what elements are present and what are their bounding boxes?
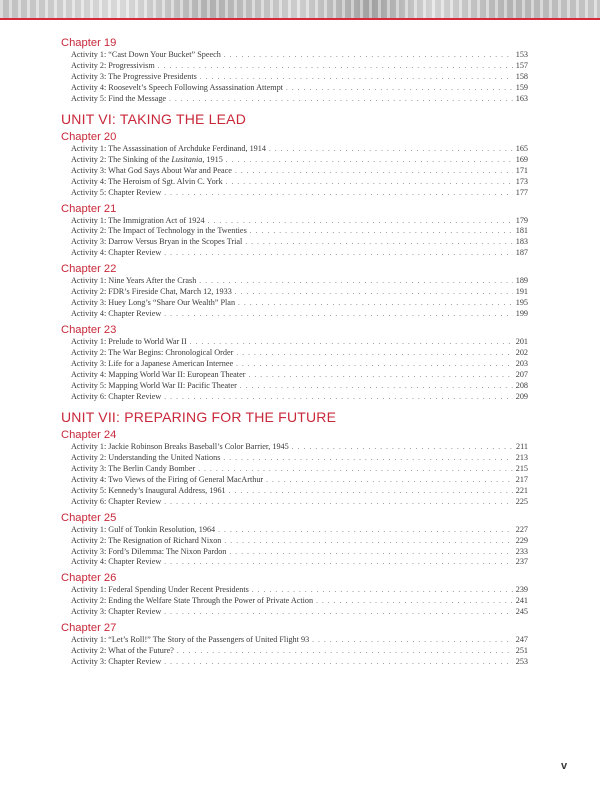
entry-title-text: Activity 4: Chapter Review <box>71 309 162 319</box>
entry-title <box>71 657 161 668</box>
dot-leader <box>229 486 513 497</box>
entry-page-number: 233 <box>515 546 528 556</box>
entry-title-text: Activity 1: Gulf of Tonkin Resolution, 1964 <box>71 524 216 534</box>
entry-title <box>71 392 161 403</box>
entry-page-number: 215 <box>515 463 528 473</box>
toc-entry <box>61 166 528 177</box>
entry-page-number: 221 <box>515 485 528 495</box>
entry-title <box>71 359 233 370</box>
entry-title-text: Activity 2: The Sinking of the <box>71 154 172 164</box>
dot-leader <box>200 72 513 83</box>
entry-title-text: Activity 3: Huey Long’s “Share Our Wealth” Plan <box>71 298 236 308</box>
toc-entry <box>61 72 528 83</box>
entry-page-number: 217 <box>515 474 528 484</box>
entry-title-text: Activity 5: Find the Message <box>71 93 167 103</box>
toc-entry <box>61 155 528 166</box>
entry-title-text: Activity 6: Chapter Review <box>71 496 162 506</box>
dot-leader <box>164 188 512 199</box>
toc-entry <box>61 464 528 475</box>
chapter-heading: Chapter 27 <box>61 622 117 635</box>
dot-leader <box>250 226 513 237</box>
entry-page-number: 177 <box>515 187 528 197</box>
toc-entry <box>61 536 528 547</box>
toc-entry <box>61 216 528 227</box>
entry-title-text: Activity 1: “Cast Down Your Bucket” Speech <box>71 50 221 59</box>
entry-title <box>71 248 161 259</box>
entry-title-text: Activity 4: Two Views of the Firing of General MacArthur <box>71 474 264 484</box>
entry-title-text: Activity 3: The Progressive Presidents <box>71 71 197 81</box>
entry-title <box>71 72 197 83</box>
entry-page-number: 253 <box>515 657 528 667</box>
entry-title-text: Activity 1: Federal Spending Under Recent Presidents <box>71 585 249 595</box>
toc-entry <box>61 177 528 188</box>
toc-entry <box>61 646 528 657</box>
dot-leader <box>235 287 513 298</box>
entry-title <box>71 237 242 248</box>
dot-leader <box>238 298 513 309</box>
entry-title <box>71 475 263 486</box>
table-of-contents <box>61 33 528 668</box>
toc-entry <box>61 359 528 370</box>
entry-page-number: 201 <box>515 337 528 347</box>
toc-entry <box>61 585 528 596</box>
dot-leader <box>236 359 513 370</box>
dot-leader <box>177 646 513 657</box>
entry-title <box>71 309 161 320</box>
dot-leader <box>269 144 513 155</box>
toc-entry <box>61 453 528 464</box>
entry-page-number: 189 <box>515 276 528 286</box>
dot-leader <box>208 216 513 227</box>
toc-entry <box>61 596 528 607</box>
entry-page-number: 209 <box>515 391 528 401</box>
dot-leader <box>235 166 513 177</box>
entry-page-number: 227 <box>515 524 528 534</box>
chapter-heading: Chapter 22 <box>61 263 117 276</box>
entry-page-number: 241 <box>515 596 528 606</box>
entry-title <box>71 226 247 237</box>
entry-title-text: Activity 4: Chapter Review <box>71 557 162 567</box>
entry-page-number: 165 <box>515 143 528 153</box>
dot-leader <box>226 155 513 166</box>
entry-title <box>71 607 161 618</box>
entry-page-number: 225 <box>515 496 528 506</box>
entry-title-text: Activity 2: The War Begins: Chronological Order <box>71 348 234 358</box>
dot-leader <box>252 585 513 596</box>
entry-title-text: Activity 2: What of the Future? <box>71 646 174 656</box>
dot-leader <box>312 635 513 646</box>
entry-page-number: 202 <box>515 348 528 358</box>
entry-page-number: 239 <box>515 585 528 595</box>
entry-page-number: 183 <box>515 237 528 247</box>
toc-entry <box>61 607 528 618</box>
entry-title-text: Activity 4: Roosevelt’s Speech Following Assassination Attempt <box>71 82 283 92</box>
entry-page-number: 229 <box>515 535 528 545</box>
entry-title <box>71 298 235 309</box>
toc-entry <box>61 442 528 453</box>
entry-title-text: Activity 5: Chapter Review <box>71 187 162 197</box>
entry-title <box>71 166 232 177</box>
dot-leader <box>164 497 512 508</box>
entry-title <box>71 144 266 155</box>
dot-leader <box>292 442 513 453</box>
toc-entry <box>61 188 528 199</box>
entry-title <box>71 442 289 453</box>
entry-title <box>71 557 161 568</box>
toc-entry <box>61 557 528 568</box>
entry-title-text: Activity 2: Ending the Welfare State Through the Power of Private Action <box>71 596 314 606</box>
entry-page-number: 213 <box>515 452 528 462</box>
entry-title-text: Activity 5: Kennedy’s Inaugural Address, 1961 <box>71 485 226 495</box>
entry-page-number: 187 <box>515 248 528 258</box>
toc-entry <box>61 276 528 287</box>
entry-title-text: Activity 3: Darrow Versus Bryan in the Scopes Trial <box>71 237 243 247</box>
entry-title <box>71 646 174 657</box>
entry-title-text: Activity 3: What God Says About War and Peace <box>71 165 232 175</box>
dot-leader <box>164 657 512 668</box>
entry-title-text: Activity 1: The Immigration Act of 1924 <box>71 215 205 225</box>
entry-title-text: Activity 3: Chapter Review <box>71 657 162 667</box>
entry-title-text: Activity 1: Nine Years After the Crash <box>71 276 197 286</box>
dot-leader <box>169 94 513 105</box>
entry-title <box>71 61 155 72</box>
toc-entry <box>61 226 528 237</box>
entry-title-text: Activity 3: The Berlin Candy Bomber <box>71 463 196 473</box>
entry-title-text: Activity 2: The Resignation of Richard Nixon <box>71 535 222 545</box>
toc-entry <box>61 657 528 668</box>
header-band-texture <box>0 0 600 18</box>
toc-entry <box>61 248 528 259</box>
entry-title-text: Activity 1: Prelude to World War II <box>71 337 187 347</box>
toc-entry <box>61 144 528 155</box>
entry-title-italic: Lusitania <box>171 154 203 164</box>
entry-page-number: 207 <box>515 370 528 380</box>
entry-title <box>71 464 195 475</box>
dot-leader <box>198 464 512 475</box>
dot-leader <box>164 248 512 259</box>
entry-title <box>71 50 221 61</box>
unit-heading: UNIT VII: PREPARING FOR THE FUTURE <box>61 408 337 425</box>
entry-page-number: 159 <box>515 82 528 92</box>
entry-title-text: Activity 3: Life for a Japanese American Internee <box>71 359 234 369</box>
entry-title-text: Activity 2: Understanding the United Nations <box>71 452 221 462</box>
entry-page-number: 195 <box>515 298 528 308</box>
chapter-heading: Chapter 24 <box>61 428 117 441</box>
entry-title-text: Activity 1: The Assassination of Archduke Ferdinand, 1914 <box>71 143 266 153</box>
dot-leader <box>190 337 513 348</box>
entry-page-number: 153 <box>515 50 528 59</box>
entry-title-text: Activity 5: Mapping World War II: Pacific Theater <box>71 380 237 390</box>
entry-page-number: 191 <box>515 287 528 297</box>
toc-entry <box>61 381 528 392</box>
dot-leader <box>164 392 512 403</box>
toc-entry <box>61 50 528 61</box>
entry-page-number: 237 <box>515 557 528 567</box>
entry-page-number: 157 <box>515 60 528 70</box>
entry-title <box>71 486 226 497</box>
toc-entry <box>61 83 528 94</box>
entry-page-number: 208 <box>515 380 528 390</box>
chapter-heading: Chapter 25 <box>61 511 117 524</box>
dot-leader <box>224 536 512 547</box>
entry-page-number: 171 <box>515 165 528 175</box>
entry-title-text: Activity 3: Chapter Review <box>71 607 162 617</box>
toc-entry <box>61 486 528 497</box>
toc-entry <box>61 94 528 105</box>
dot-leader <box>316 596 513 607</box>
chapter-heading: Chapter 21 <box>61 202 117 215</box>
entry-title-text: Activity 4: Chapter Review <box>71 248 162 258</box>
entry-title-text: Activity 1: “Let’s Roll!” The Story of the Passengers of United Flight 93 <box>71 635 310 645</box>
dot-leader <box>218 525 513 536</box>
entry-title <box>71 155 223 166</box>
entry-title <box>71 547 226 558</box>
entry-title <box>71 216 205 227</box>
entry-page-number: 199 <box>515 309 528 319</box>
dot-leader <box>248 370 512 381</box>
entry-title-text: , 1915 <box>202 154 223 164</box>
dot-leader <box>158 61 513 72</box>
entry-page-number: 245 <box>515 607 528 617</box>
entry-title <box>71 585 249 596</box>
entry-page-number: 173 <box>515 176 528 186</box>
entry-title-text: Activity 4: The Heroism of Sgt. Alvin C. York <box>71 176 223 186</box>
dot-leader <box>266 475 513 486</box>
chapter-heading: Chapter 20 <box>61 130 117 143</box>
entry-title-text: Activity 2: FDR’s Fireside Chat, March 12, 1933 <box>71 287 232 297</box>
entry-title-text: Activity 4: Mapping World War II: European Theater <box>71 370 246 380</box>
header-rule <box>0 18 600 20</box>
entry-title <box>71 453 220 464</box>
entry-page-number: 247 <box>515 635 528 645</box>
entry-title <box>71 497 161 508</box>
dot-leader <box>164 557 512 568</box>
entry-title-text: Activity 6: Chapter Review <box>71 391 162 401</box>
entry-title <box>71 276 196 287</box>
dot-leader <box>286 83 513 94</box>
entry-title <box>71 348 233 359</box>
toc-entry <box>61 497 528 508</box>
entry-title-text: Activity 3: Ford’s Dilemma: The Nixon Pardon <box>71 546 227 556</box>
dot-leader <box>224 50 513 61</box>
toc-entry <box>61 392 528 403</box>
toc-entry <box>61 61 528 72</box>
page-number: v <box>561 760 568 772</box>
entry-title <box>71 337 187 348</box>
toc-entry <box>61 635 528 646</box>
toc-entry <box>61 337 528 348</box>
entry-page-number: 163 <box>515 93 528 103</box>
entry-title <box>71 536 221 547</box>
unit-heading: UNIT VI: TAKING THE LEAD <box>61 110 247 127</box>
chapter-heading: Chapter 23 <box>61 324 117 337</box>
toc-entry <box>61 237 528 248</box>
toc-entry <box>61 525 528 536</box>
chapter-heading: Chapter 19 <box>61 37 117 49</box>
entry-page-number: 169 <box>515 154 528 164</box>
dot-leader <box>240 381 513 392</box>
entry-title <box>71 83 283 94</box>
entry-title <box>71 381 237 392</box>
toc-entry <box>61 309 528 320</box>
toc-entry <box>61 298 528 309</box>
entry-title <box>71 287 232 298</box>
entry-title <box>71 177 223 188</box>
entry-page-number: 179 <box>515 215 528 225</box>
entry-page-number: 251 <box>515 646 528 656</box>
entry-title-text: Activity 2: Progressivism <box>71 60 155 70</box>
chapter-heading: Chapter 26 <box>61 572 117 585</box>
entry-title <box>71 525 215 536</box>
toc-entry <box>61 475 528 486</box>
entry-title-text: Activity 1: Jackie Robinson Breaks Baseball’s Color Barrier, 1945 <box>71 441 289 451</box>
dot-leader <box>245 237 512 248</box>
dot-leader <box>164 309 512 320</box>
entry-page-number: 158 <box>515 71 528 81</box>
entry-page-number: 203 <box>515 359 528 369</box>
toc-entry <box>61 547 528 558</box>
toc-entry <box>61 370 528 381</box>
dot-leader <box>164 607 512 618</box>
entry-title <box>71 94 166 105</box>
entry-title <box>71 370 245 381</box>
dot-leader <box>236 348 512 359</box>
toc-entry <box>61 348 528 359</box>
entry-title-text: Activity 2: The Impact of Technology in the Twenties <box>71 226 247 236</box>
entry-title <box>71 188 161 199</box>
entry-title <box>71 596 313 607</box>
entry-title <box>71 635 309 646</box>
dot-leader <box>223 453 512 464</box>
dot-leader <box>199 276 512 287</box>
dot-leader <box>226 177 513 188</box>
toc-entry <box>61 287 528 298</box>
entry-page-number: 181 <box>515 226 528 236</box>
dot-leader <box>229 547 512 558</box>
entry-page-number: 211 <box>516 441 528 451</box>
